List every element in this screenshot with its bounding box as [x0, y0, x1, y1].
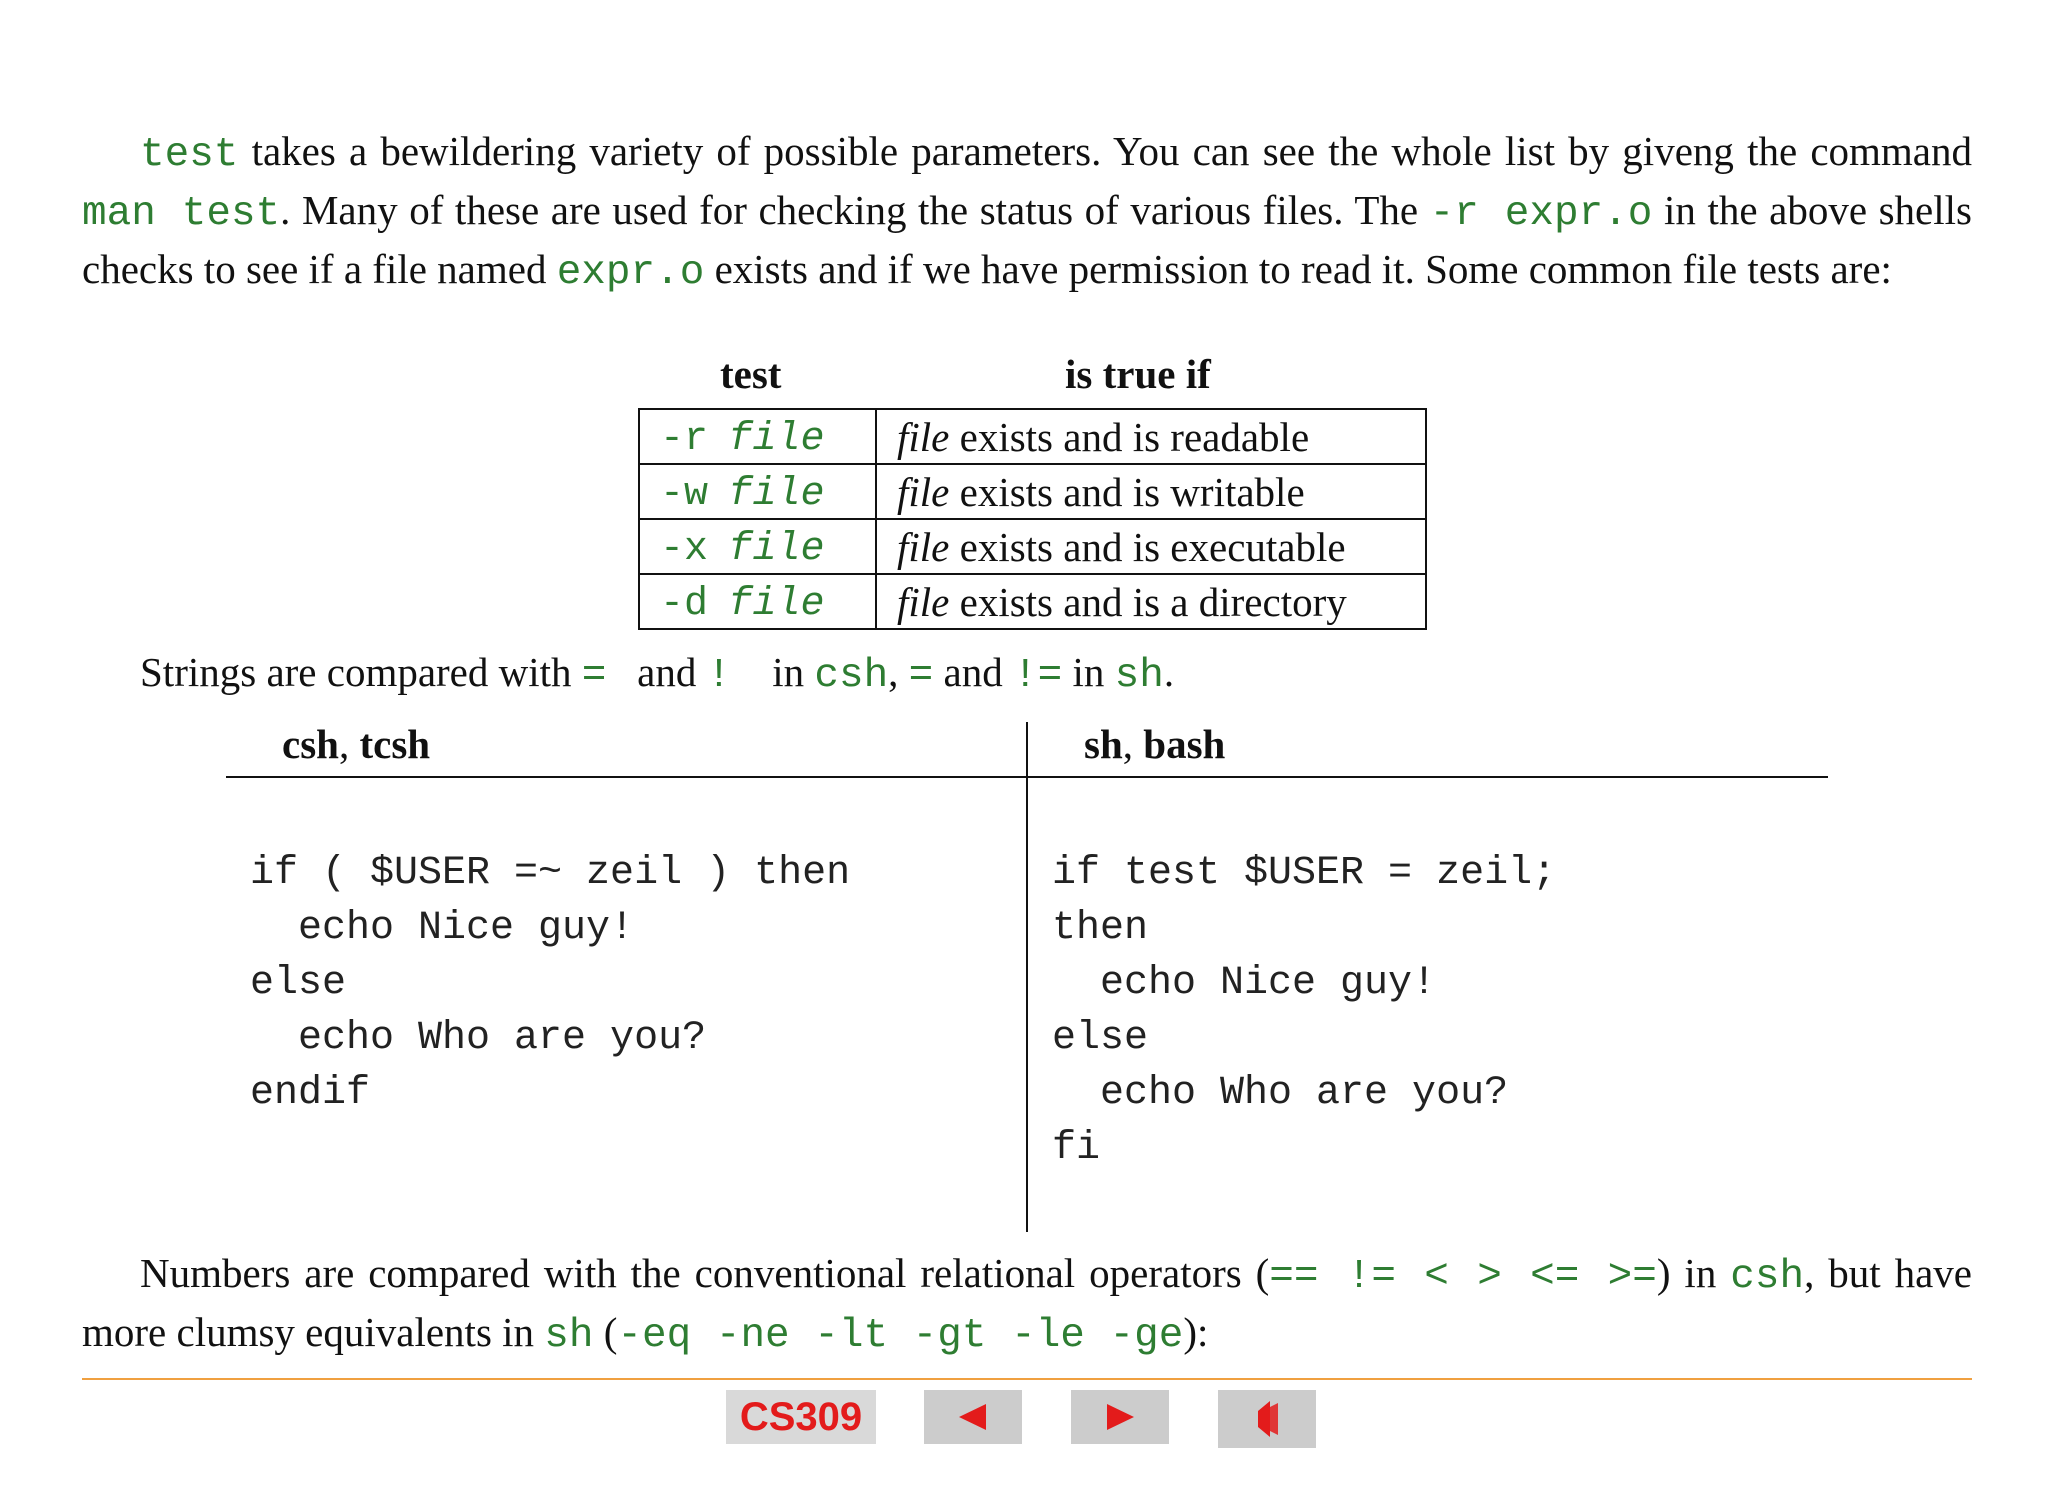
sh-code-block: if test $USER = zeil; then echo Nice guy! else echo Who are you? fi	[1052, 851, 1557, 1171]
code-sh: sh	[544, 1313, 594, 1359]
code-test: test	[140, 132, 239, 178]
file-word: file	[897, 413, 950, 460]
text: ,	[338, 721, 360, 767]
desc: exists and is writable	[949, 468, 1305, 515]
desc: exists and is readable	[949, 413, 1310, 460]
op: =	[581, 653, 607, 699]
test-cell	[639, 574, 876, 629]
text: in the above shells checks to see if a file named	[82, 187, 1972, 292]
desc: exists and is a directory	[949, 578, 1347, 625]
text: and	[626, 649, 707, 695]
desc: exists and is executable	[949, 523, 1346, 570]
flag: -w	[660, 472, 709, 517]
number-compare-paragraph	[82, 1246, 1972, 1364]
file-test-table	[638, 408, 1427, 630]
file-word: file	[897, 578, 950, 625]
flag: -x	[660, 527, 709, 572]
previous-button[interactable]	[924, 1390, 1022, 1444]
flag: -d	[660, 582, 709, 627]
desc-cell	[876, 519, 1426, 574]
back-button[interactable]	[1218, 1390, 1316, 1448]
text: (	[593, 1309, 618, 1355]
test-cell	[639, 464, 876, 519]
test-cell	[639, 519, 876, 574]
code-r-expr: -r expr.o	[1429, 191, 1653, 237]
header-is-true-if: is true if	[1065, 351, 1211, 397]
next-button[interactable]	[1071, 1390, 1169, 1444]
arg: file	[728, 417, 825, 462]
csh-column-header	[282, 720, 430, 768]
table-row	[639, 464, 1426, 519]
column-divider	[1026, 722, 1028, 1232]
sh-column-header	[1084, 720, 1225, 768]
text: and	[933, 649, 1013, 695]
test-cell	[639, 409, 876, 464]
desc-cell	[876, 409, 1426, 464]
header-test: test	[720, 351, 782, 397]
intro-paragraph	[82, 124, 1972, 301]
text: in	[1062, 649, 1115, 695]
footer-divider	[82, 1378, 1972, 1380]
text: Strings are compared with	[140, 649, 582, 695]
op: !	[706, 653, 732, 699]
text: csh	[282, 721, 339, 767]
table-row	[639, 519, 1426, 574]
text: ,	[1122, 721, 1144, 767]
text: Numbers are compared with the conventional relational operators (	[140, 1250, 1270, 1296]
code-sh: sh	[1114, 653, 1164, 699]
code-expr-o: expr.o	[556, 250, 705, 296]
code-csh: csh	[1730, 1254, 1805, 1300]
text: exists and if we have permission to read it. Some common file tests are:	[704, 246, 1892, 292]
csh-code-block: if ( $USER =~ zeil ) then echo Nice guy! else echo Who are you? endif	[250, 851, 851, 1116]
right-triangle-icon	[1103, 1402, 1137, 1432]
desc-cell	[876, 464, 1426, 519]
text: ):	[1183, 1309, 1209, 1355]
string-compare-paragraph	[140, 648, 1174, 699]
op: =	[908, 653, 934, 699]
text: tcsh	[359, 721, 431, 767]
file-word: file	[897, 468, 950, 515]
text: .	[1163, 649, 1175, 695]
code-ops: == != < > <= >=	[1269, 1254, 1657, 1300]
arg: file	[728, 472, 825, 517]
home-label: CS309	[739, 1394, 863, 1439]
home-button[interactable]	[726, 1390, 876, 1444]
text: , but have more clumsy equivalents in	[82, 1250, 1972, 1355]
flag: -r	[660, 417, 709, 462]
text: in	[761, 649, 815, 695]
op: !=	[1012, 653, 1063, 699]
text: takes a bewildering variety of possible parameters. You can see the whole list by giveng the command	[238, 128, 1972, 174]
back-arrow-icon	[1254, 1399, 1280, 1439]
table-row	[639, 409, 1426, 464]
text: bash	[1143, 721, 1226, 767]
text: ,	[888, 649, 909, 695]
file-word: file	[897, 523, 950, 570]
table-row	[639, 574, 1426, 629]
text: . Many of these are used for checking the status of various files. The	[280, 187, 1430, 233]
left-triangle-icon	[956, 1402, 990, 1432]
code-man-test: man test	[82, 191, 281, 237]
code-sh-ops: -eq -ne -lt -gt -le -ge	[617, 1313, 1184, 1359]
arg: file	[728, 582, 825, 627]
desc-cell	[876, 574, 1426, 629]
file-test-table-header	[640, 350, 1420, 400]
shell-comparison	[226, 720, 1828, 1232]
text: ) in	[1656, 1250, 1731, 1296]
code-csh: csh	[814, 653, 889, 699]
arg: file	[728, 527, 825, 572]
text: sh	[1084, 721, 1123, 767]
